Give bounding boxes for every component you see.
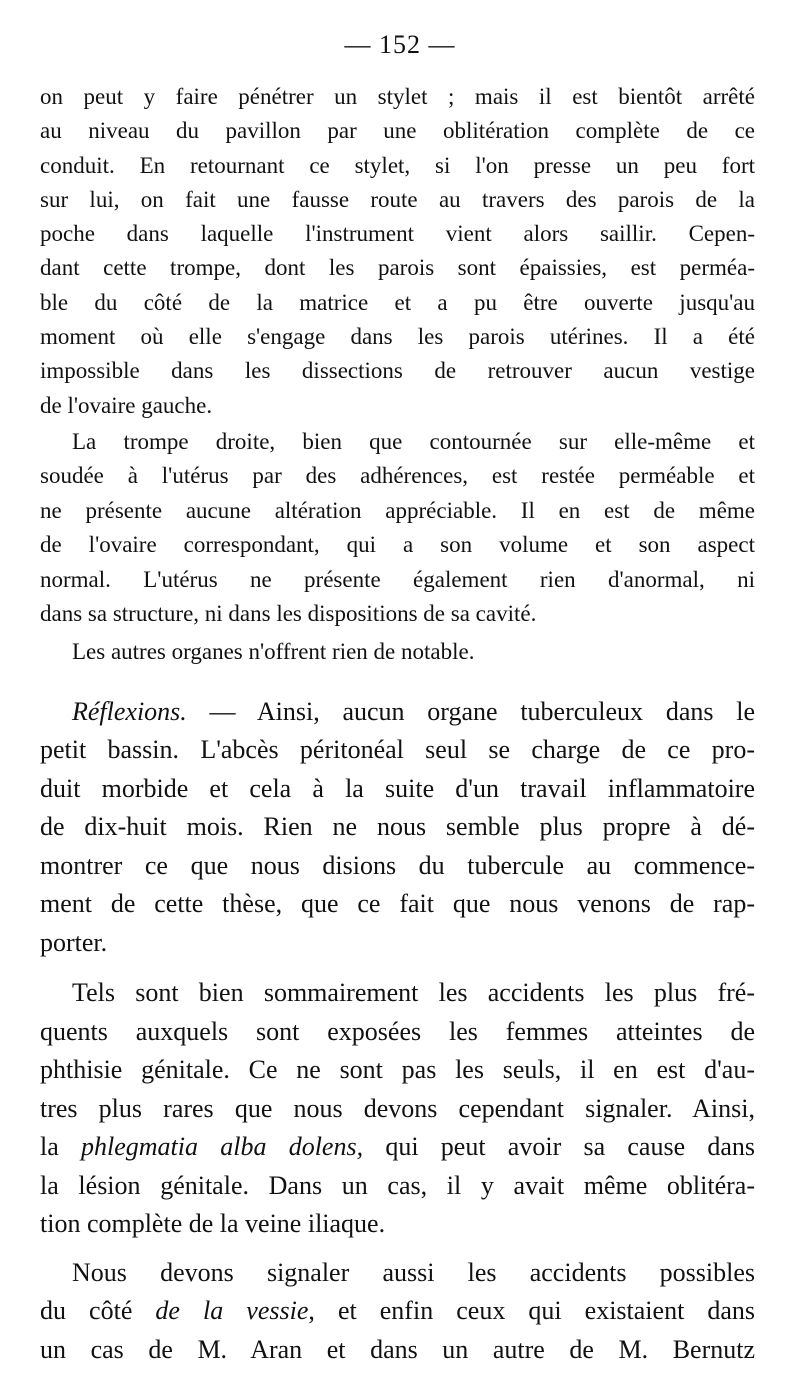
text-span: la <box>40 1132 82 1162</box>
text-line: soudée à l'utérus par des adhérences, est restée perméable et <box>40 463 755 489</box>
text-line: impossible dans les dissections de retrouver aucun vestige <box>40 358 755 384</box>
text-line: conduit. En retournant ce stylet, si l'on presse un peu fort <box>40 152 755 178</box>
text-line: dant cette trompe, dont les parois sont épaissies, est perméa- <box>40 255 755 281</box>
italic-term: phlegmatia alba dolens, <box>81 1132 364 1162</box>
text-line <box>40 1128 755 1167</box>
text-line: au niveau du pavillon par une oblitération complète de ce <box>40 118 755 144</box>
text-line <box>40 1292 755 1331</box>
page-number: — 152 — <box>344 30 456 59</box>
text-line: tion complète de la veine iliaque. <box>40 1209 386 1239</box>
paragraph-5 <box>40 974 755 1244</box>
text-line: ment de cette thèse, que ce fait que nous venons de rap- <box>40 889 755 919</box>
text-line: on peut y faire pénétrer un stylet ; mais il est bientôt arrêté <box>40 84 755 109</box>
section-heading-italic: Réflexions. <box>72 696 187 726</box>
text-line: porter. <box>40 927 108 957</box>
text-line: Nous devons signaler aussi les accidents possibles <box>72 1257 755 1287</box>
text-line: Les autres organes n'offrent rien de notable. <box>72 638 475 664</box>
text-line: la lésion génitale. Dans un cas, il y avait même oblitéra- <box>40 1170 755 1200</box>
text-line: quents auxquels sont exposées les femmes atteintes de <box>40 1016 755 1046</box>
body-text <box>40 80 755 1369</box>
text-line: de dix-huit mois. Rien ne nous semble plus propre à dé- <box>40 812 755 842</box>
paragraph-4 <box>40 693 755 963</box>
paragraph-6 <box>40 1254 755 1370</box>
text-span: , et enfin ceux qui existaient dans <box>308 1296 756 1326</box>
text-line: de l'ovaire correspondant, qui a son volume et son aspect <box>40 532 755 558</box>
text-line: duit morbide et cela à la suite d'un travail inflammatoire <box>40 773 755 803</box>
text-line: moment où elle s'engage dans les parois utérines. Il a été <box>40 324 755 350</box>
text-line: normal. L'utérus ne présente également rien d'anormal, ni <box>40 566 755 592</box>
text-line: un cas de M. Aran et dans un autre de M. Bernutz <box>40 1334 755 1364</box>
text-line: phthisie génitale. Ce ne sont pas les seuls, il en est d'au- <box>40 1055 755 1085</box>
text-line: ble du côté de la matrice et a pu être ouverte jusqu'au <box>40 289 755 315</box>
paragraph-3 <box>40 635 755 669</box>
paragraph-2 <box>40 425 755 632</box>
text-line: de l'ovaire gauche. <box>40 392 213 418</box>
text-span: du côté <box>40 1296 156 1326</box>
text-span: — Ainsi, aucun organe tuberculeux dans le <box>186 696 755 726</box>
text-line: dans sa structure, ni dans les dispositions de sa cavité. <box>40 601 537 627</box>
text-line: sur lui, on fait une fausse route au travers des parois de la <box>40 186 755 212</box>
text-line: petit bassin. L'abcès péritonéal seul se charge de ce pro- <box>40 735 755 765</box>
paragraph-1 <box>40 80 755 423</box>
text-line: ne présente aucune altération appréciable. Il en est de même <box>40 497 755 523</box>
text-span: qui peut avoir sa cause dans <box>363 1132 756 1162</box>
text-line: tres plus rares que nous devons cependant signaler. Ainsi, <box>40 1093 755 1123</box>
text-line: montrer ce que nous disions du tubercule au commence- <box>40 850 755 880</box>
text-line: Tels sont bien sommairement les accidents les plus fré- <box>72 978 755 1008</box>
text-line: poche dans laquelle l'instrument vient alors saillir. Cepen- <box>40 221 755 247</box>
italic-term: de la vessie <box>155 1296 309 1326</box>
text-line <box>40 693 755 732</box>
text-line: La trompe droite, bien que contournée sur elle-même et <box>72 428 755 454</box>
